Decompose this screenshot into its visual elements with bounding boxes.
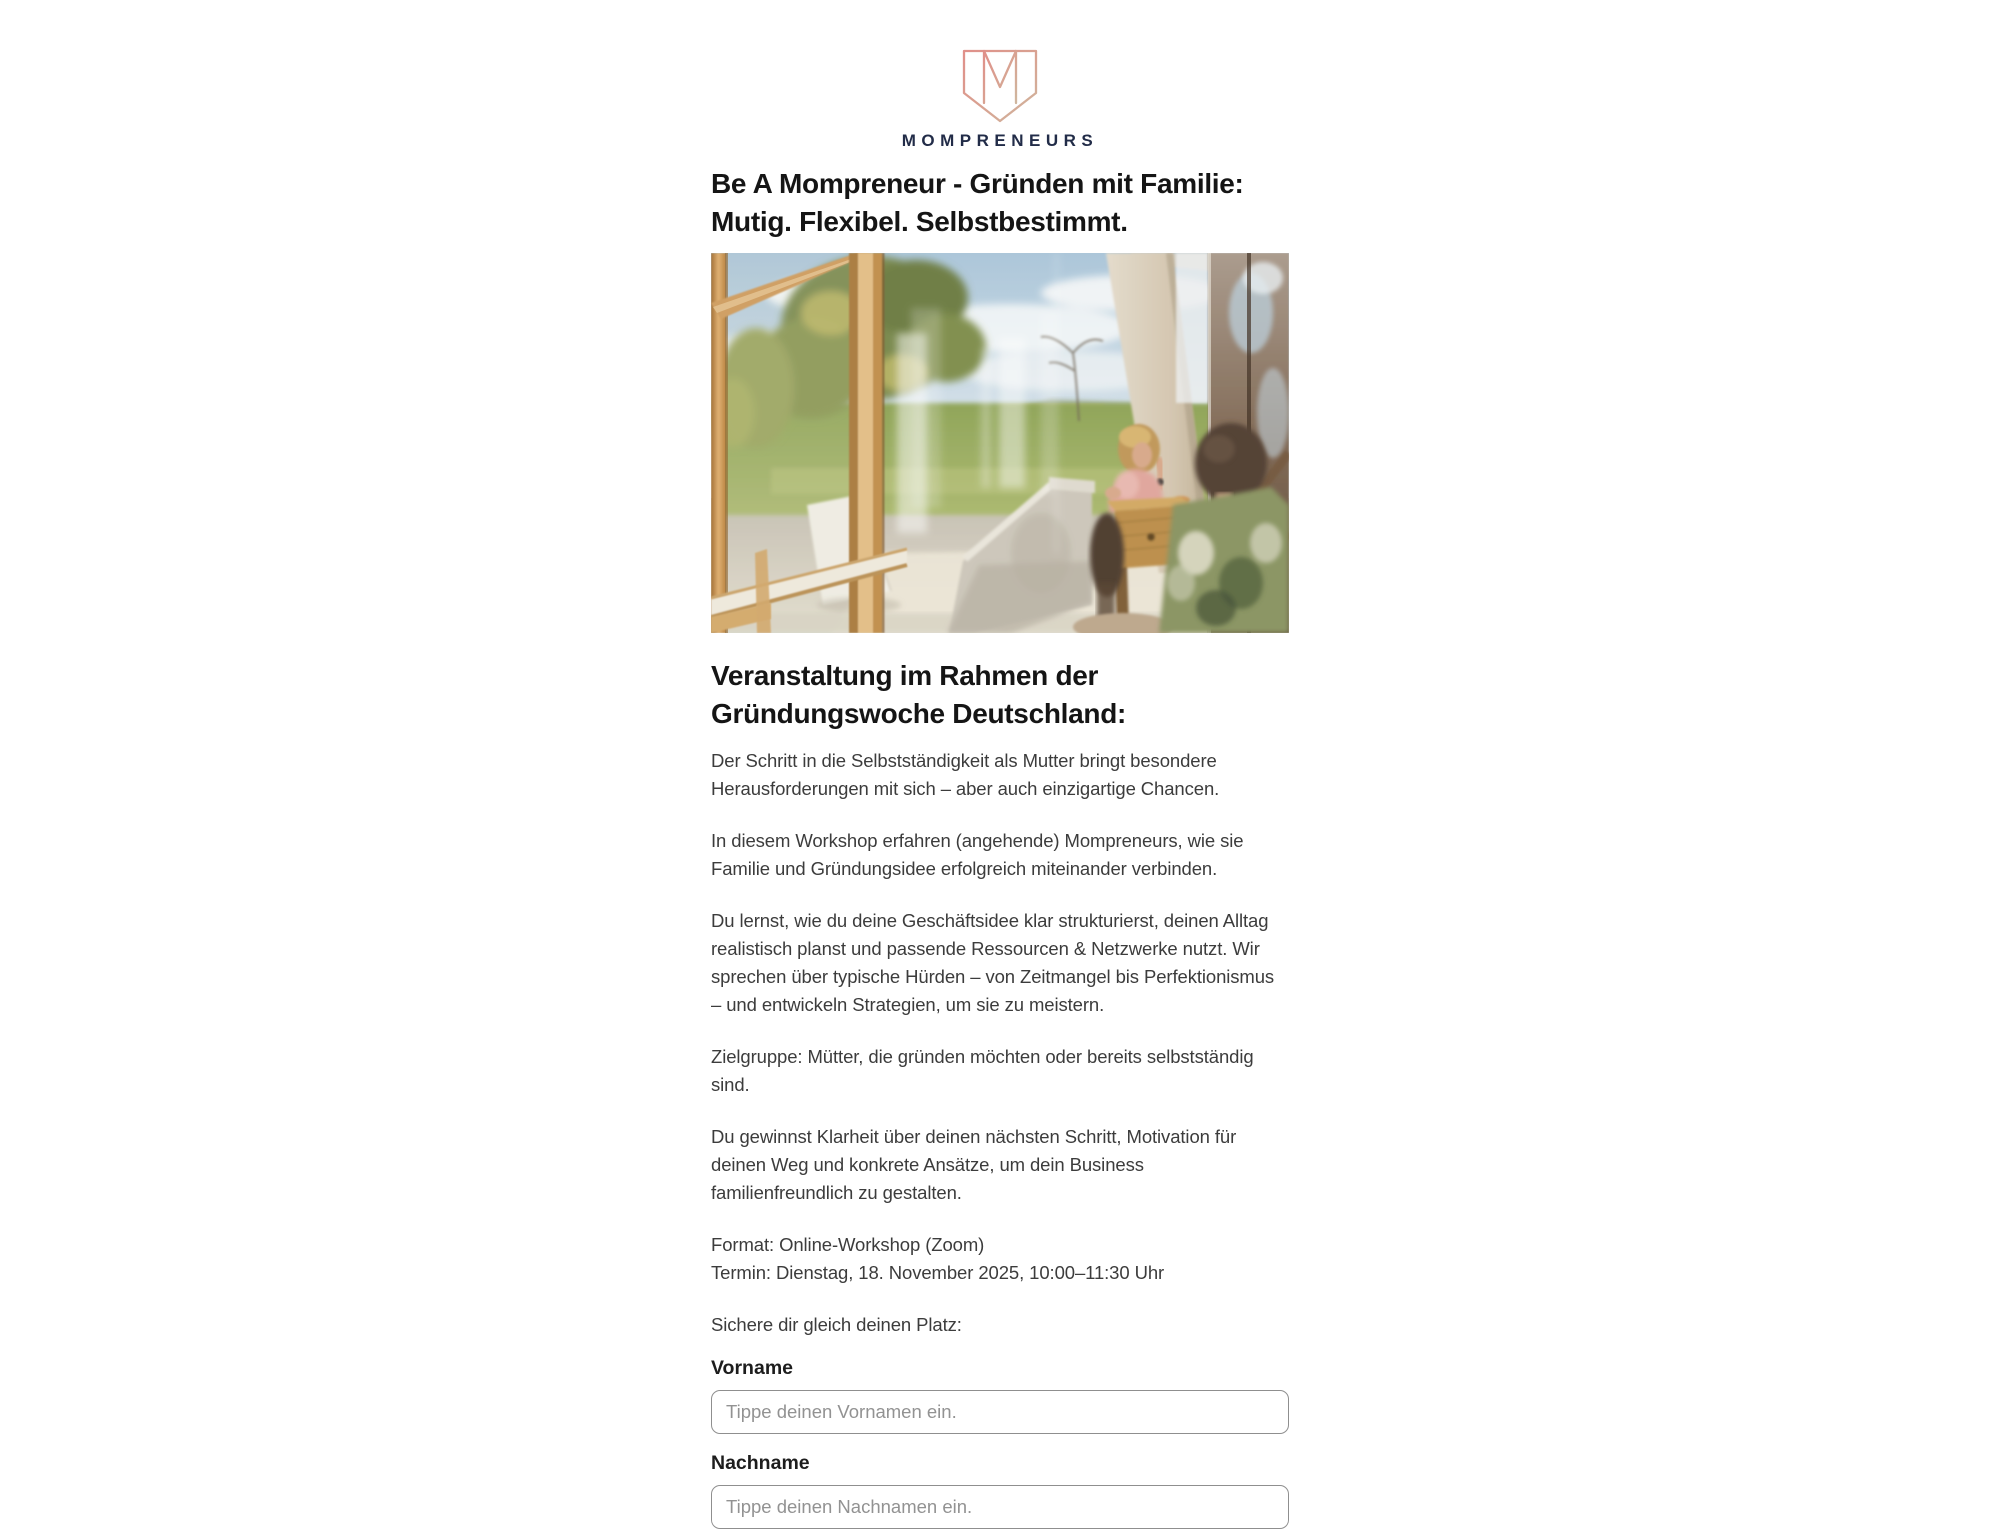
title-line: Mutig. Flexibel. Selbstbestimmt.: [711, 206, 1128, 237]
nachname-input[interactable]: [711, 1485, 1289, 1529]
event-details: [711, 1231, 1289, 1287]
event-format-line: Format: Online-Workshop (Zoom): [711, 1234, 985, 1255]
nachname-label: Nachname: [711, 1452, 810, 1474]
section-heading: [711, 657, 1289, 733]
hero-photo: [711, 253, 1289, 633]
registration-page: [711, 0, 1289, 1529]
paragraph-workshop: In diesem Workshop erfahren (angehende) Mompreneurs, wie sie Familie und Gründungsidee erfolgreich miteinander verbinden.: [711, 830, 1244, 879]
paragraph-zielgruppe: Zielgruppe: Mütter, die gründen möchten oder bereits selbstständig sind.: [711, 1046, 1254, 1095]
paragraph-benefits: Du gewinnst Klarheit über deinen nächsten Schritt, Motivation für deinen Weg und konkrete Ansätze, um dein Business familienfreundlich zu gestalten.: [711, 1126, 1237, 1203]
vorname-input[interactable]: [711, 1390, 1289, 1434]
brand-name: MOMPRENEURS: [901, 131, 1099, 150]
brand-logo: [711, 46, 1289, 151]
event-date-line: Termin: Dienstag, 18. November 2025, 10:00–11:30 Uhr: [711, 1262, 1165, 1283]
mompreneurs-shield-logo-icon: [957, 46, 1043, 126]
field-nachname: [711, 1452, 1289, 1529]
section-heading-line: Veranstaltung im Rahmen der: [711, 660, 1099, 691]
paragraph-intro: Der Schritt in die Selbstständigkeit als Mutter bringt besondere Herausforderungen mit sich – aber auch einzigartige Chancen.: [711, 750, 1220, 799]
section-heading-line: Gründungswoche Deutschland:: [711, 698, 1127, 729]
paragraph-learnings: Du lernst, wie du deine Geschäftsidee klar strukturierst, deinen Alltag realistisch planst und passende Ressourcen & Netzwerke nutzt. Wir sprechen über typische Hürden – von Zeitmangel bis Perfektionismus – und entwickeln Strategien, um sie zu meistern.: [711, 910, 1275, 1015]
form-intro: Sichere dir gleich deinen Platz:: [711, 1314, 962, 1335]
title-line: Be A Mompreneur - Gründen mit Familie:: [711, 168, 1244, 199]
field-vorname: [711, 1357, 1289, 1434]
page-title: [711, 165, 1289, 241]
vorname-label: Vorname: [711, 1357, 793, 1379]
